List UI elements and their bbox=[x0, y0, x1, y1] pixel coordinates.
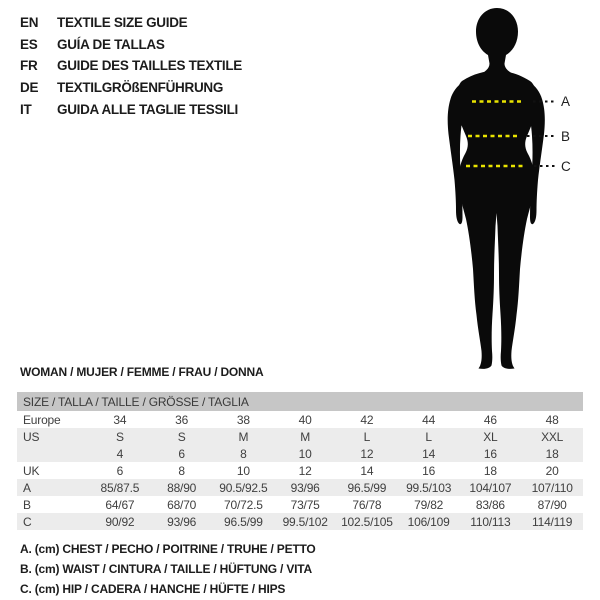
row-label: C bbox=[23, 514, 32, 529]
section-title-woman: WOMAN / MUJER / FEMME / FRAU / DONNA bbox=[20, 365, 264, 379]
table-cell: 68/70 bbox=[167, 497, 197, 512]
table-cell: S bbox=[177, 429, 186, 444]
lang-code-en: EN bbox=[20, 15, 39, 31]
hip-label: C bbox=[561, 158, 571, 174]
table-cell: 110/113 bbox=[470, 514, 511, 529]
lang-row-es bbox=[20, 34, 242, 56]
table-cell: 90.5/92.5 bbox=[219, 480, 268, 495]
row-label: US bbox=[23, 429, 40, 444]
table-cell: 6 bbox=[116, 463, 124, 478]
lang-row-fr bbox=[20, 55, 242, 77]
table-cell: 6 bbox=[178, 446, 185, 461]
lang-code-it: IT bbox=[20, 101, 32, 117]
legend-waist: B. (cm) WAIST / CINTURA / TAILLE / HÜFTUNG / VITA bbox=[20, 562, 312, 576]
table-cell: 14 bbox=[360, 463, 374, 478]
table-cell: 12 bbox=[298, 463, 312, 478]
legend-chest: A. (cm) CHEST / PECHO / POITRINE / TRUHE / PETTO bbox=[20, 542, 316, 556]
table-cell: 99.5/103 bbox=[406, 480, 452, 495]
silhouette-body bbox=[456, 71, 537, 369]
table-cell: 114/119 bbox=[532, 514, 573, 529]
lang-code-fr: FR bbox=[20, 58, 38, 74]
table-cell: 44 bbox=[422, 412, 436, 427]
table-cell: 76/78 bbox=[352, 497, 382, 512]
size-table bbox=[17, 392, 583, 530]
table-cell: L bbox=[363, 429, 371, 444]
measurement-legend bbox=[20, 542, 316, 600]
lang-code-es: ES bbox=[20, 36, 38, 52]
table-cell: 96.5/99 bbox=[347, 480, 387, 495]
row-label: UK bbox=[23, 463, 40, 478]
language-title-block bbox=[20, 12, 242, 120]
table-cell: XL bbox=[483, 429, 498, 444]
table-cell: M bbox=[300, 429, 311, 444]
table-cell: M bbox=[238, 429, 249, 444]
table-row-uk bbox=[17, 462, 583, 479]
table-cell: S bbox=[115, 429, 124, 444]
legend-hip: C. (cm) HIP / CADERA / HANCHE / HÜFTE / HIPS bbox=[20, 582, 286, 596]
table-cell: 40 bbox=[298, 412, 312, 427]
table-cell: 99.5/102 bbox=[282, 514, 328, 529]
lang-title-en: TEXTILE SIZE GUIDE bbox=[57, 15, 188, 31]
lang-title-es: GUÍA DE TALLAS bbox=[57, 36, 165, 52]
row-label: A bbox=[23, 480, 31, 495]
table-cell: 20 bbox=[545, 463, 559, 478]
table-cell: 16 bbox=[422, 463, 436, 478]
table-cell: 83/86 bbox=[475, 497, 505, 512]
row-label: B bbox=[23, 497, 31, 512]
table-cell: 48 bbox=[545, 412, 559, 427]
table-cell: 4 bbox=[116, 446, 124, 461]
size-table-header: SIZE / TALLA / TAILLE / GRÖSSE / TAGLIA bbox=[17, 392, 583, 411]
table-cell: 96.5/99 bbox=[224, 514, 263, 529]
table-cell: 38 bbox=[236, 412, 250, 427]
table-cell: 8 bbox=[240, 446, 247, 461]
silhouette-head bbox=[476, 8, 518, 76]
waist-label: B bbox=[561, 128, 571, 144]
table-cell: 36 bbox=[175, 412, 189, 427]
table-cell: 18 bbox=[483, 463, 497, 478]
table-row-us-letters bbox=[17, 428, 583, 445]
table-cell: L bbox=[425, 429, 432, 444]
table-cell: 73/75 bbox=[290, 497, 320, 512]
lang-code-de: DE bbox=[20, 80, 39, 96]
table-cell: 18 bbox=[545, 446, 559, 461]
table-cell: 87/90 bbox=[537, 497, 567, 512]
table-cell: 90/92 bbox=[105, 514, 135, 529]
table-cell: 79/82 bbox=[414, 497, 444, 512]
table-cell: 34 bbox=[113, 412, 127, 427]
table-cell: 64/67 bbox=[105, 497, 135, 512]
table-cell: 104/107 bbox=[469, 480, 512, 495]
table-row-us-numbers bbox=[17, 445, 583, 462]
table-cell: 93/96 bbox=[167, 514, 197, 529]
lang-row-it bbox=[20, 98, 242, 120]
table-row-europe bbox=[17, 411, 583, 428]
lang-title-de: TEXTILGRÖßENFÜHRUNG bbox=[57, 80, 224, 96]
table-row-chest-a bbox=[17, 479, 583, 496]
table-cell: 85/87.5 bbox=[100, 480, 140, 495]
table-cell: 12 bbox=[360, 446, 374, 461]
lang-row-en bbox=[20, 12, 242, 34]
lang-title-fr: GUIDE DES TAILLES TEXTILE bbox=[57, 58, 243, 74]
table-cell: 14 bbox=[422, 446, 436, 461]
table-cell: 10 bbox=[236, 463, 250, 478]
table-cell: 16 bbox=[483, 446, 497, 461]
table-cell: 46 bbox=[483, 412, 497, 427]
table-cell: 10 bbox=[298, 446, 312, 461]
woman-silhouette-svg bbox=[430, 0, 600, 380]
row-label: Europe bbox=[23, 412, 61, 427]
table-cell: 88/90 bbox=[167, 480, 197, 495]
table-cell: 107/110 bbox=[531, 480, 573, 495]
table-row-hip-c bbox=[17, 513, 583, 530]
chest-label: A bbox=[561, 94, 571, 109]
table-cell: 102.5/105 bbox=[341, 514, 393, 529]
table-cell: 106/109 bbox=[407, 514, 450, 529]
table-cell: 8 bbox=[178, 463, 185, 478]
measurement-figure bbox=[430, 0, 600, 380]
table-cell: XXL bbox=[541, 429, 564, 444]
lang-title-it: GUIDA ALLE TAGLIE TESSILI bbox=[57, 101, 238, 117]
lang-row-de bbox=[20, 77, 242, 99]
table-row-waist-b bbox=[17, 496, 583, 513]
table-cell: 70/72.5 bbox=[224, 497, 263, 512]
table-cell: 93/96 bbox=[290, 480, 320, 495]
table-cell: 42 bbox=[360, 412, 374, 427]
